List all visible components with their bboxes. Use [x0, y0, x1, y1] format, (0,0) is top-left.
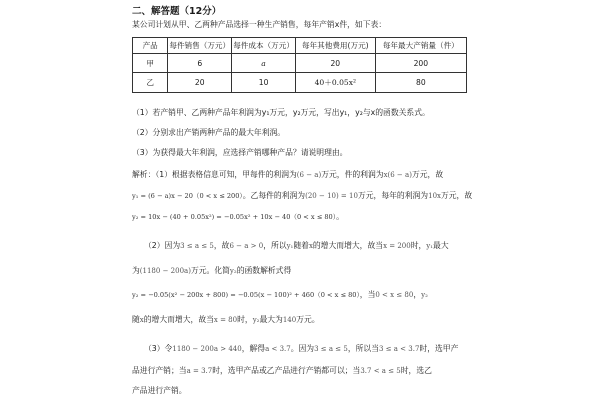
solution-text: 万元，每年的利润为: [357, 191, 429, 200]
solution-text: 随: [132, 315, 140, 324]
math-expression: y₁: [286, 242, 294, 250]
math-expression: y₂: [229, 267, 237, 275]
math-expression: y₂: [252, 316, 260, 324]
solution-text: 最大: [433, 241, 449, 250]
solution-text: 产品进行产销。: [132, 386, 187, 395]
table-header-cell: 每件成本（万元）: [232, 38, 296, 54]
math-expression: (6 − a): [296, 171, 322, 179]
solution-line-2: [132, 191, 472, 201]
table-cell: 20: [295, 54, 375, 73]
math-expression: (1180 − 200a): [139, 267, 191, 275]
math-expression: 3 ≤ a ≤ 5: [314, 345, 348, 353]
question-2: （2）分别求出产销两种产品的最大年利润。: [132, 128, 286, 137]
math-expression: x(6 − a): [383, 171, 412, 179]
table-header-cell: 每年其他费用(万元): [295, 38, 375, 54]
table-cell: 200: [375, 54, 466, 73]
solution-text: ，解得: [241, 344, 266, 353]
math-expression: x = 80: [213, 316, 238, 324]
math-expression: 3 ≤ a ≤ 5: [180, 242, 214, 250]
solution-text: 件的利润为: [344, 170, 384, 179]
solution-text: 万元，: [321, 170, 345, 179]
table-cell: 乙: [133, 73, 168, 93]
solution-text: 万元。化简: [190, 266, 230, 275]
math-expression: 0 < x ≤ 80: [375, 291, 414, 299]
solution-text: 。因为: [290, 344, 315, 353]
data-table: [132, 37, 467, 93]
solution-text: 时，选乙: [400, 366, 432, 375]
document-page: [132, 0, 473, 400]
table-cell: 20: [168, 73, 232, 93]
table-cell: a: [232, 54, 296, 73]
table-row: [133, 73, 467, 93]
math-expression: 1180 − 200a > 440: [172, 345, 242, 353]
solution-text: （3）令: [144, 344, 173, 353]
math-expression: y₁: [426, 242, 434, 250]
solution-text: ，当: [359, 290, 376, 299]
math-expression: a = 3.7: [186, 367, 213, 375]
solution-text: 最大为: [259, 315, 283, 324]
solution-text: 解析：（1）根据表格信息可知，甲每件的利润为: [132, 170, 297, 179]
math-expression: x: [308, 242, 313, 250]
table-header-cell: 每年最大产销量（件）: [375, 38, 466, 54]
solution-text: ，所以当: [347, 344, 380, 353]
math-expression: x = 200: [383, 242, 411, 250]
solution-text: 随着: [293, 241, 309, 250]
solution-text: 万元，故: [440, 191, 473, 200]
solution-text: 的增大而增大，故当: [143, 315, 214, 324]
solution-text: ，: [413, 290, 422, 299]
math-expression: 3 ≤ a < 3.7: [379, 345, 420, 353]
solution-line-4: [144, 241, 449, 251]
solution-text: ，所以: [263, 241, 287, 250]
solution-line-1: [132, 170, 443, 180]
question-1: （1）若产销甲、乙两种产品年利润为y₁万元，y₂万元，写出y₁，y₂与x的函数关系式。: [132, 108, 430, 117]
solution-line-3: [132, 212, 344, 222]
solution-text: 时，: [410, 241, 427, 250]
table-header-cell: 每件销售（万元）: [168, 38, 232, 54]
problem-intro: 某公司计划从甲、乙两种产品选择一种生产销售，每年产销x件，如下表：: [132, 20, 387, 29]
solution-line-7: [132, 315, 320, 325]
solution-text: 时，选甲产: [419, 344, 459, 353]
solution-text: 品进行产销；当: [132, 366, 187, 375]
solution-text: 万元，故: [411, 170, 444, 179]
math-expression: y₂ = −0.05(x² − 200x + 800) = −0.05(x − 100)² + 460（0 < x ≤ 80）: [132, 291, 360, 299]
math-expression: y₂ = 10x − (40 + 0.05x²) = −0.05x² + 10x − 40（0 < x ≤ 80）: [132, 213, 337, 221]
math-expression: x: [139, 316, 144, 324]
table-cell: 10: [232, 73, 296, 93]
solution-text: 的函数解析式得: [236, 266, 292, 275]
solution-text: 的增大而增大，故当: [312, 241, 384, 250]
math-expression: 6 − a > 0: [229, 242, 264, 250]
table-cell: 80: [375, 73, 466, 93]
question-3: （3）为获得最大年利润，应选择产销哪种产品？请说明理由。: [132, 148, 348, 157]
math-expression: a < 3.7: [265, 345, 291, 353]
math-expression: 140: [282, 316, 297, 324]
solution-text: ，故: [213, 241, 230, 250]
math-expression: y₂: [421, 291, 428, 299]
table-cell: 甲: [133, 54, 168, 73]
table-row: [133, 54, 467, 73]
solution-text: 万元。: [296, 315, 320, 324]
math-expression: 10x: [428, 192, 441, 200]
math-expression: y₁ = (6 − a)x − 20（0 < x ≤ 200）: [132, 192, 243, 200]
solution-text: 时，选甲产品或乙产品进行产销都可以；当: [212, 366, 361, 375]
solution-text: （2）因为: [144, 241, 181, 250]
solution-text: 为: [132, 266, 140, 275]
table-header-cell: 产品: [133, 38, 168, 54]
solution-line-8: [144, 344, 458, 354]
solution-line-10: [132, 386, 187, 396]
table-header-row: [133, 38, 467, 54]
solution-line-9: [132, 366, 432, 376]
solution-line-6: [132, 290, 428, 300]
solution-text: 。乙每件的利润为: [242, 191, 306, 200]
solution-text: 时，: [237, 315, 253, 324]
solution-text: 。: [336, 212, 344, 221]
table-cell: 6: [168, 54, 232, 73]
section-heading: 二、解答题（12分）: [132, 6, 222, 17]
table-cell: 40＋0.05x²: [295, 73, 375, 93]
math-expression: 3.7 < a ≤ 5: [360, 367, 401, 375]
solution-line-5: [132, 266, 291, 276]
math-expression: (20 − 10) = 10: [305, 192, 358, 200]
